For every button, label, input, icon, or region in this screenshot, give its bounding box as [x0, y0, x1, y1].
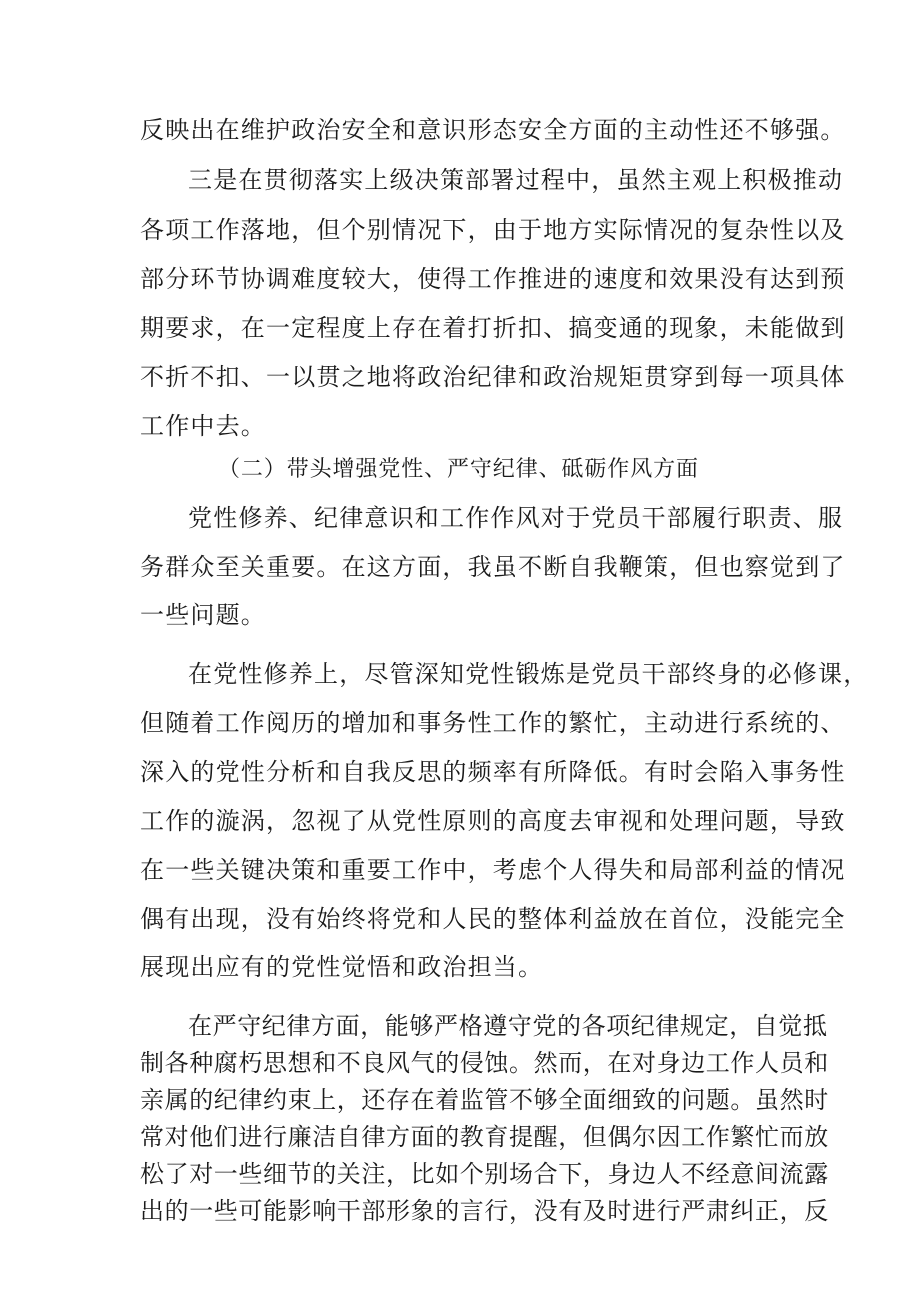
text-line: 常对他们进行廉洁自律方面的教育提醒，但偶尔因工作繁忙而放 — [140, 1123, 829, 1151]
text-line: 工作的漩涡，忽视了从党性原则的高度去审视和处理问题，导致 — [140, 807, 846, 835]
text-line: 反映出在维护政治安全和意识形态安全方面的主动性还不够强。 — [140, 116, 846, 144]
text-line: 党性修养、纪律意识和工作作风对于党员干部履行职责、服 — [188, 504, 844, 532]
text-line: 三是在贯彻落实上级决策部署过程中，虽然主观上积极推动 — [188, 166, 844, 194]
text-line: 不折不扣、一以贯之地将政治纪律和政治规矩贯穿到每一项具体 — [140, 363, 846, 391]
text-line: 松了对一些细节的关注，比如个别场合下，身边人不经意间流露 — [140, 1160, 829, 1188]
text-line: 期要求，在一定程度上存在着打折扣、搞变通的现象，未能做到 — [140, 314, 846, 342]
text-line: 制各种腐朽思想和不良风气的侵蚀。然而，在对身边工作人员和 — [140, 1049, 829, 1077]
text-line: 各项工作落地，但个别情况下，由于地方实际情况的复杂性以及 — [140, 216, 846, 244]
text-line: 深入的党性分析和自我反思的频率有所降低。有时会陷入事务性 — [140, 758, 846, 786]
section-heading: （二）带头增强党性、严守纪律、砥砺作风方面 — [218, 457, 699, 482]
text-line: 一些问题。 — [140, 601, 266, 629]
text-line: 但随着工作阅历的增加和事务性工作的繁忙，主动进行系统的、 — [140, 709, 846, 737]
text-line: 工作中去。 — [140, 412, 266, 440]
text-line: 偶有出现，没有始终将党和人民的整体利益放在首位，没能完全 — [140, 905, 846, 933]
text-line: 展现出应有的党性觉悟和政治担当。 — [140, 953, 544, 981]
text-line: 在严守纪律方面，能够严格遵守党的各项纪律规定，自觉抵 — [188, 1012, 828, 1040]
text-line: 出的一些可能影响干部形象的言行，没有及时进行严肃纠正，反 — [140, 1197, 829, 1225]
text-line: 务群众至关重要。在这方面，我虽不断自我鞭策，但也察觉到了 — [140, 553, 846, 581]
text-line: 部分环节协调难度较大，使得工作推进的速度和效果没有达到预 — [140, 265, 846, 293]
text-line: 在一些关键决策和重要工作中，考虑个人得失和局部利益的情况 — [140, 856, 846, 884]
text-line: 在党性修养上，尽管深知党性锻炼是党员干部终身的必修课， — [188, 660, 869, 688]
text-line: 亲属的纪律约束上，还存在着监管不够全面细致的问题。虽然时 — [140, 1086, 829, 1114]
